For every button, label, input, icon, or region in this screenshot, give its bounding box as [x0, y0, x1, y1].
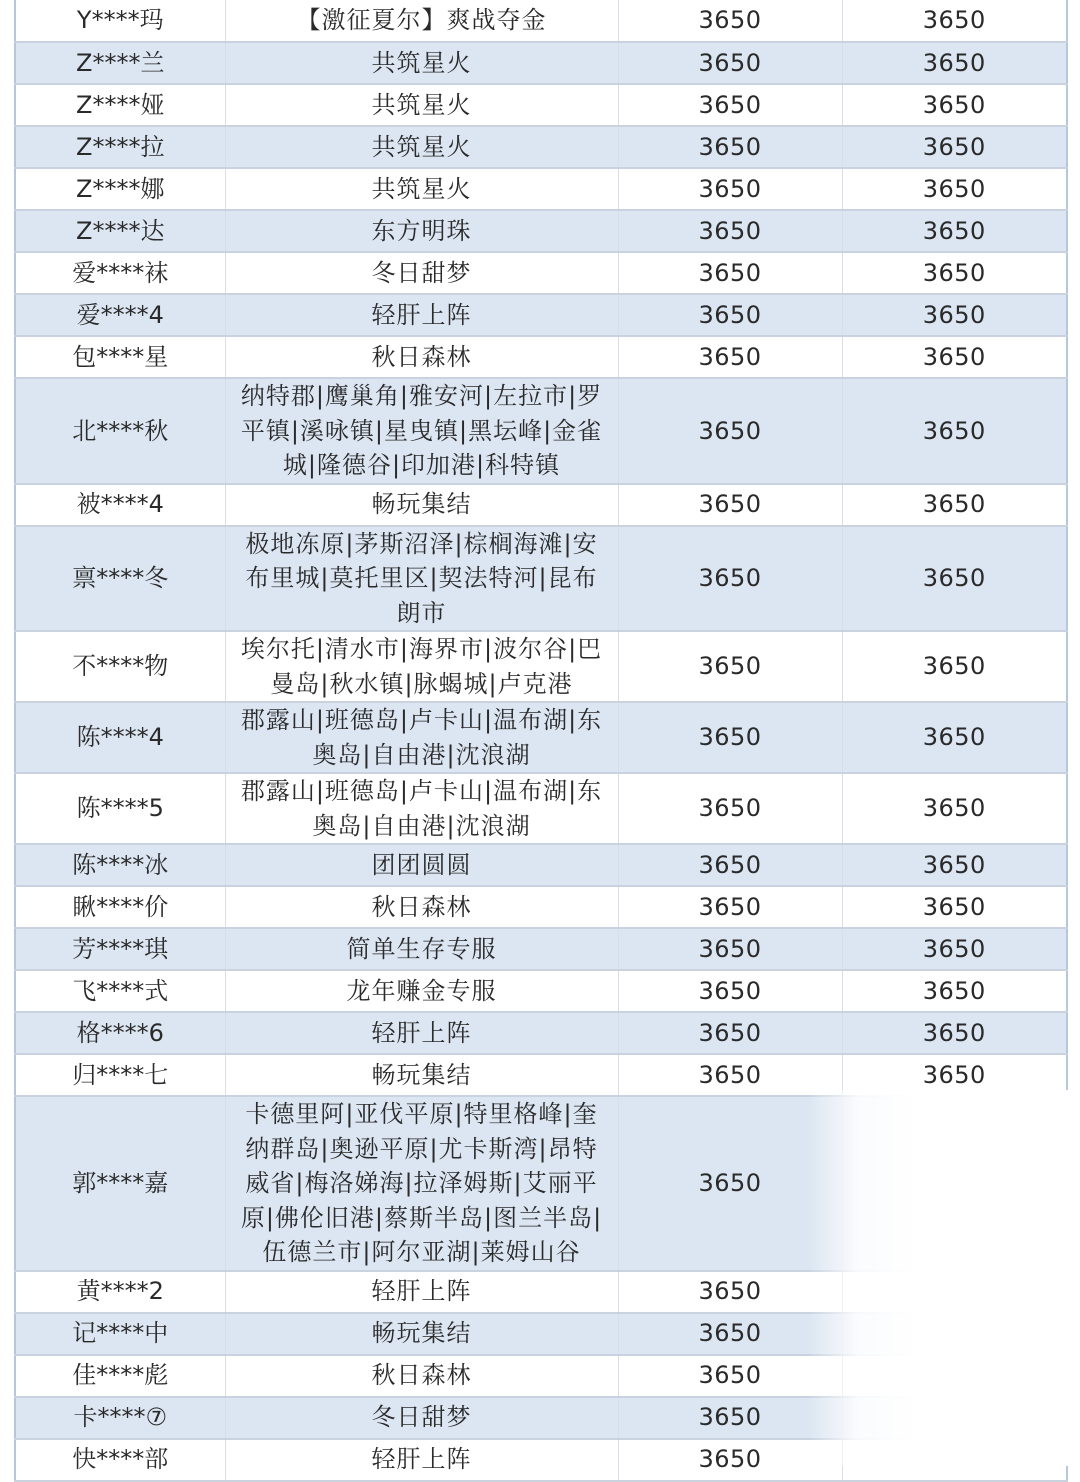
player-name-cell: 卡****⑦ [15, 1397, 225, 1439]
amount-cell-b: 3650 [842, 702, 1067, 773]
amount-cell-b: 3650 [842, 928, 1067, 970]
server-list-cell: 秋日森林 [225, 886, 618, 928]
server-list-cell: 共筑星火 [225, 168, 618, 210]
table-row [15, 702, 1067, 773]
table-row [15, 1271, 1067, 1313]
player-name-cell: 北****秋 [15, 378, 225, 484]
player-name-cell: 芳****琪 [15, 928, 225, 970]
server-list-cell: 团团圆圆 [225, 844, 618, 886]
server-list-cell: 共筑星火 [225, 84, 618, 126]
server-list-cell: 极地冻原|茅斯沼泽|棕榈海滩|安布里城|莫托里区|契法特河|昆布朗市 [225, 526, 618, 632]
table-row [15, 1096, 1067, 1271]
table-row [15, 1313, 1067, 1355]
amount-cell-b [842, 1439, 1067, 1481]
server-list-cell: 【激征夏尔】爽战夺金 [225, 0, 618, 42]
amount-cell-a: 3650 [618, 1096, 842, 1271]
amount-cell-b: 3650 [842, 42, 1067, 84]
player-name-cell: 飞****式 [15, 970, 225, 1012]
amount-cell-b: 3650 [842, 526, 1067, 632]
reward-table-container [14, 0, 1066, 1482]
table-row [15, 886, 1067, 928]
player-name-cell: 陈****5 [15, 773, 225, 844]
server-list-cell: 东方明珠 [225, 210, 618, 252]
table-row [15, 484, 1067, 526]
player-name-cell: 归****七 [15, 1054, 225, 1096]
amount-cell-a: 3650 [618, 210, 842, 252]
table-row [15, 252, 1067, 294]
server-list-cell: 郡露山|班德岛|卢卡山|温布湖|东奥岛|自由港|沈浪湖 [225, 773, 618, 844]
amount-cell-b [842, 1271, 1067, 1313]
amount-cell-a: 3650 [618, 886, 842, 928]
table-row [15, 336, 1067, 378]
amount-cell-a: 3650 [618, 631, 842, 702]
server-list-cell: 共筑星火 [225, 42, 618, 84]
table-row [15, 1355, 1067, 1397]
amount-cell-b: 3650 [842, 126, 1067, 168]
player-name-cell: Z****拉 [15, 126, 225, 168]
table-row [15, 526, 1067, 632]
player-name-cell: 陈****冰 [15, 844, 225, 886]
amount-cell-a: 3650 [618, 702, 842, 773]
amount-cell-b: 3650 [842, 252, 1067, 294]
table-row [15, 928, 1067, 970]
server-list-cell: 龙年赚金专服 [225, 970, 618, 1012]
amount-cell-b: 3650 [842, 1054, 1067, 1096]
amount-cell-a: 3650 [618, 970, 842, 1012]
amount-cell-a: 3650 [618, 1439, 842, 1481]
server-list-cell: 畅玩集结 [225, 1313, 618, 1355]
table-row [15, 42, 1067, 84]
amount-cell-b [842, 1096, 1067, 1271]
amount-cell-a: 3650 [618, 1054, 842, 1096]
amount-cell-a: 3650 [618, 168, 842, 210]
player-name-cell: Z****达 [15, 210, 225, 252]
amount-cell-b: 3650 [842, 168, 1067, 210]
amount-cell-a: 3650 [618, 928, 842, 970]
amount-cell-b: 3650 [842, 484, 1067, 526]
player-name-cell: 爱****袜 [15, 252, 225, 294]
table-row [15, 210, 1067, 252]
player-name-cell: Z****娜 [15, 168, 225, 210]
player-name-cell: 郭****嘉 [15, 1096, 225, 1271]
amount-cell-a: 3650 [618, 1271, 842, 1313]
server-list-cell: 轻肝上阵 [225, 294, 618, 336]
amount-cell-b: 3650 [842, 0, 1067, 42]
amount-cell-a: 3650 [618, 844, 842, 886]
table-row [15, 378, 1067, 484]
amount-cell-a: 3650 [618, 773, 842, 844]
player-name-cell: 格****6 [15, 1012, 225, 1054]
amount-cell-b: 3650 [842, 886, 1067, 928]
amount-cell-a: 3650 [618, 1397, 842, 1439]
server-list-cell: 畅玩集结 [225, 1054, 618, 1096]
server-list-cell: 纳特郡|鹰巢角|雅安河|左拉市|罗平镇|溪咏镇|星曳镇|黑坛峰|金雀城|隆德谷|印加港|科特镇 [225, 378, 618, 484]
amount-cell-b: 3650 [842, 844, 1067, 886]
amount-cell-b: 3650 [842, 1012, 1067, 1054]
amount-cell-b: 3650 [842, 294, 1067, 336]
server-list-cell: 冬日甜梦 [225, 1397, 618, 1439]
amount-cell-b [842, 1355, 1067, 1397]
table-row [15, 1439, 1067, 1481]
server-list-cell: 畅玩集结 [225, 484, 618, 526]
player-name-cell: 陈****4 [15, 702, 225, 773]
amount-cell-a: 3650 [618, 378, 842, 484]
player-name-cell: 黄****2 [15, 1271, 225, 1313]
server-list-cell: 简单生存专服 [225, 928, 618, 970]
server-list-cell: 冬日甜梦 [225, 252, 618, 294]
reward-table-body [15, 0, 1067, 1481]
table-row [15, 970, 1067, 1012]
amount-cell-a: 3650 [618, 42, 842, 84]
player-name-cell: 爱****4 [15, 294, 225, 336]
player-name-cell: 记****中 [15, 1313, 225, 1355]
player-name-cell: 不****物 [15, 631, 225, 702]
table-row [15, 844, 1067, 886]
server-list-cell: 共筑星火 [225, 126, 618, 168]
reward-table [14, 0, 1068, 1482]
server-list-cell: 轻肝上阵 [225, 1271, 618, 1313]
table-row [15, 1054, 1067, 1096]
amount-cell-a: 3650 [618, 1313, 842, 1355]
server-list-cell: 秋日森林 [225, 1355, 618, 1397]
amount-cell-b: 3650 [842, 210, 1067, 252]
table-row [15, 1012, 1067, 1054]
amount-cell-a: 3650 [618, 1012, 842, 1054]
table-row [15, 126, 1067, 168]
amount-cell-b: 3650 [842, 336, 1067, 378]
amount-cell-a: 3650 [618, 526, 842, 632]
amount-cell-b: 3650 [842, 378, 1067, 484]
server-list-cell: 郡露山|班德岛|卢卡山|温布湖|东奥岛|自由港|沈浪湖 [225, 702, 618, 773]
amount-cell-a: 3650 [618, 336, 842, 378]
amount-cell-b: 3650 [842, 631, 1067, 702]
player-name-cell: Z****娅 [15, 84, 225, 126]
player-name-cell: 包****星 [15, 336, 225, 378]
table-row [15, 84, 1067, 126]
amount-cell-a: 3650 [618, 1355, 842, 1397]
amount-cell-a: 3650 [618, 0, 842, 42]
player-name-cell: 瞅****价 [15, 886, 225, 928]
table-row [15, 1397, 1067, 1439]
amount-cell-a: 3650 [618, 294, 842, 336]
table-row [15, 773, 1067, 844]
player-name-cell: 佳****彪 [15, 1355, 225, 1397]
server-list-cell: 秋日森林 [225, 336, 618, 378]
player-name-cell: Y****玛 [15, 0, 225, 42]
player-name-cell: 快****部 [15, 1439, 225, 1481]
amount-cell-a: 3650 [618, 484, 842, 526]
amount-cell-a: 3650 [618, 252, 842, 294]
amount-cell-b [842, 1313, 1067, 1355]
server-list-cell: 轻肝上阵 [225, 1012, 618, 1054]
amount-cell-b: 3650 [842, 773, 1067, 844]
player-name-cell: 被****4 [15, 484, 225, 526]
amount-cell-a: 3650 [618, 126, 842, 168]
server-list-cell: 轻肝上阵 [225, 1439, 618, 1481]
amount-cell-b [842, 1397, 1067, 1439]
table-row [15, 0, 1067, 42]
player-name-cell: 禀****冬 [15, 526, 225, 632]
table-row [15, 168, 1067, 210]
amount-cell-b: 3650 [842, 84, 1067, 126]
player-name-cell: Z****兰 [15, 42, 225, 84]
amount-cell-a: 3650 [618, 84, 842, 126]
server-list-cell: 卡德里阿|亚伐平原|特里格峰|奎纳群岛|奥逊平原|尤卡斯湾|昂特威省|梅洛娣海|拉泽姆斯|艾丽平原|佛伦旧港|蔡斯半岛|图兰半岛|伍德兰市|阿尔亚湖|莱姆山谷 [225, 1096, 618, 1271]
table-row [15, 631, 1067, 702]
server-list-cell: 埃尔托|清水市|海界市|波尔谷|巴曼岛|秋水镇|脉蝎城|卢克港 [225, 631, 618, 702]
table-row [15, 294, 1067, 336]
amount-cell-b: 3650 [842, 970, 1067, 1012]
